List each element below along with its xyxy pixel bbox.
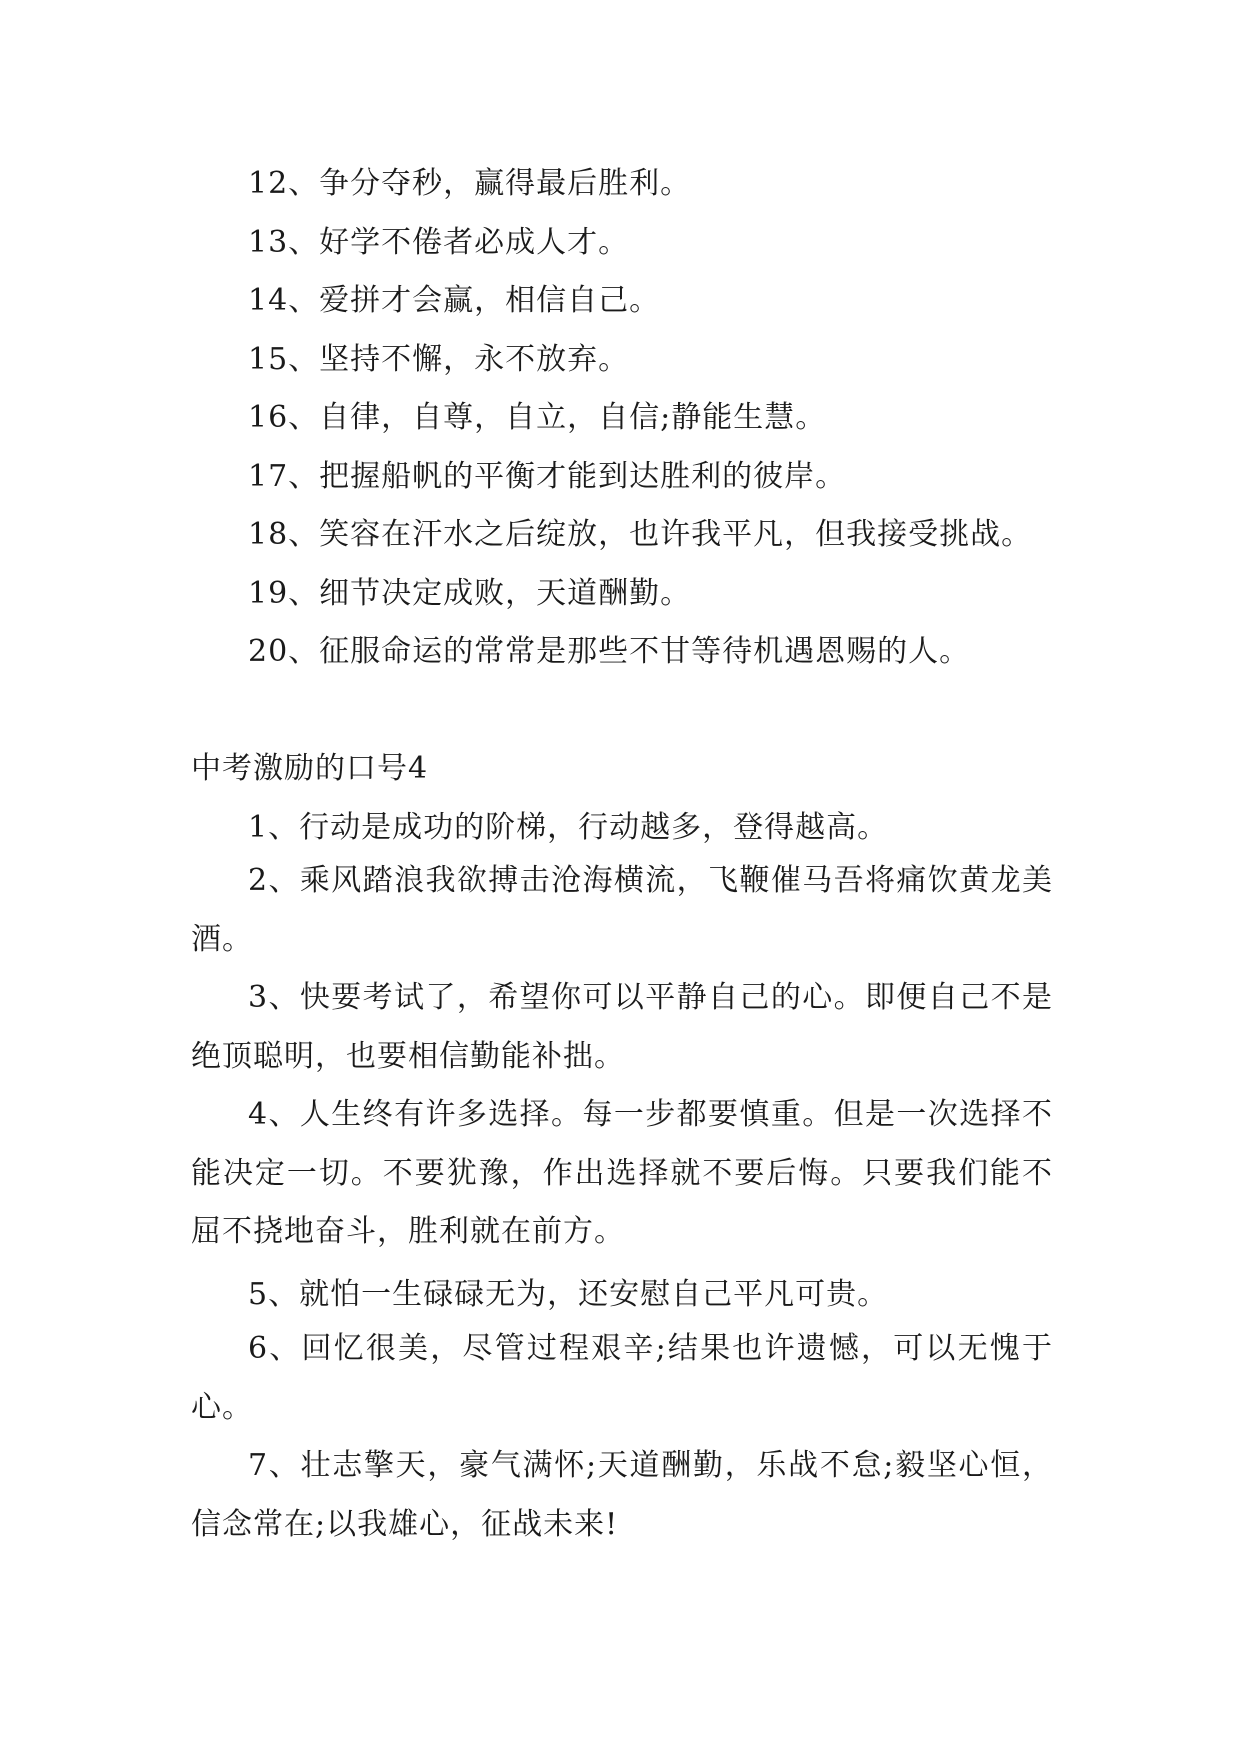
list-item: 5、就怕一生碌碌无为，还安慰自己平凡可贵。 [248, 1277, 889, 1312]
list-item: 16、自律，自尊，自立，自信;静能生慧。 [248, 400, 827, 435]
list-item: 18、笑容在汗水之后绽放，也许我平凡，但我接受挑战。 [248, 517, 1033, 552]
list-item: 19、细节决定成败，天道酬勤。 [248, 576, 692, 611]
list-item: 17、把握船帆的平衡才能到达胜利的彼岸。 [248, 459, 847, 494]
section-heading: 中考激励的口号4 [191, 751, 429, 786]
list-item: 20、征服命运的常常是那些不甘等待机遇恩赐的人。 [248, 634, 971, 669]
list-item: 1、行动是成功的阶梯，行动越多，登得越高。 [248, 810, 889, 845]
list-item: 3、快要考试了，希望你可以平静自己的心。即便自己不是绝顶聪明，也要相信勤能补拙。 [191, 980, 1053, 1074]
list-item: 6、回忆很美，尽管过程艰辛;结果也许遗憾，可以无愧于心。 [191, 1331, 1053, 1425]
list-item: 12、争分夺秒，赢得最后胜利。 [248, 166, 692, 201]
list-item: 2、乘风踏浪我欲搏击沧海横流，飞鞭催马吾将痛饮黄龙美酒。 [191, 863, 1053, 957]
list-item: 14、爱拼才会赢，相信自己。 [248, 283, 661, 318]
list-item: 15、坚持不懈，永不放弃。 [248, 342, 630, 377]
list-item: 4、人生终有许多选择。每一步都要慎重。但是一次选择不能决定一切。不要犹豫，作出选择就不要后悔。只要我们能不屈不挠地奋斗，胜利就在前方。 [191, 1097, 1053, 1249]
list-item: 13、好学不倦者必成人才。 [248, 225, 630, 260]
list-item: 7、壮志擎天，豪气满怀;天道酬勤，乐战不怠;毅坚心恒，信念常在;以我雄心，征战未来! [191, 1448, 1053, 1542]
